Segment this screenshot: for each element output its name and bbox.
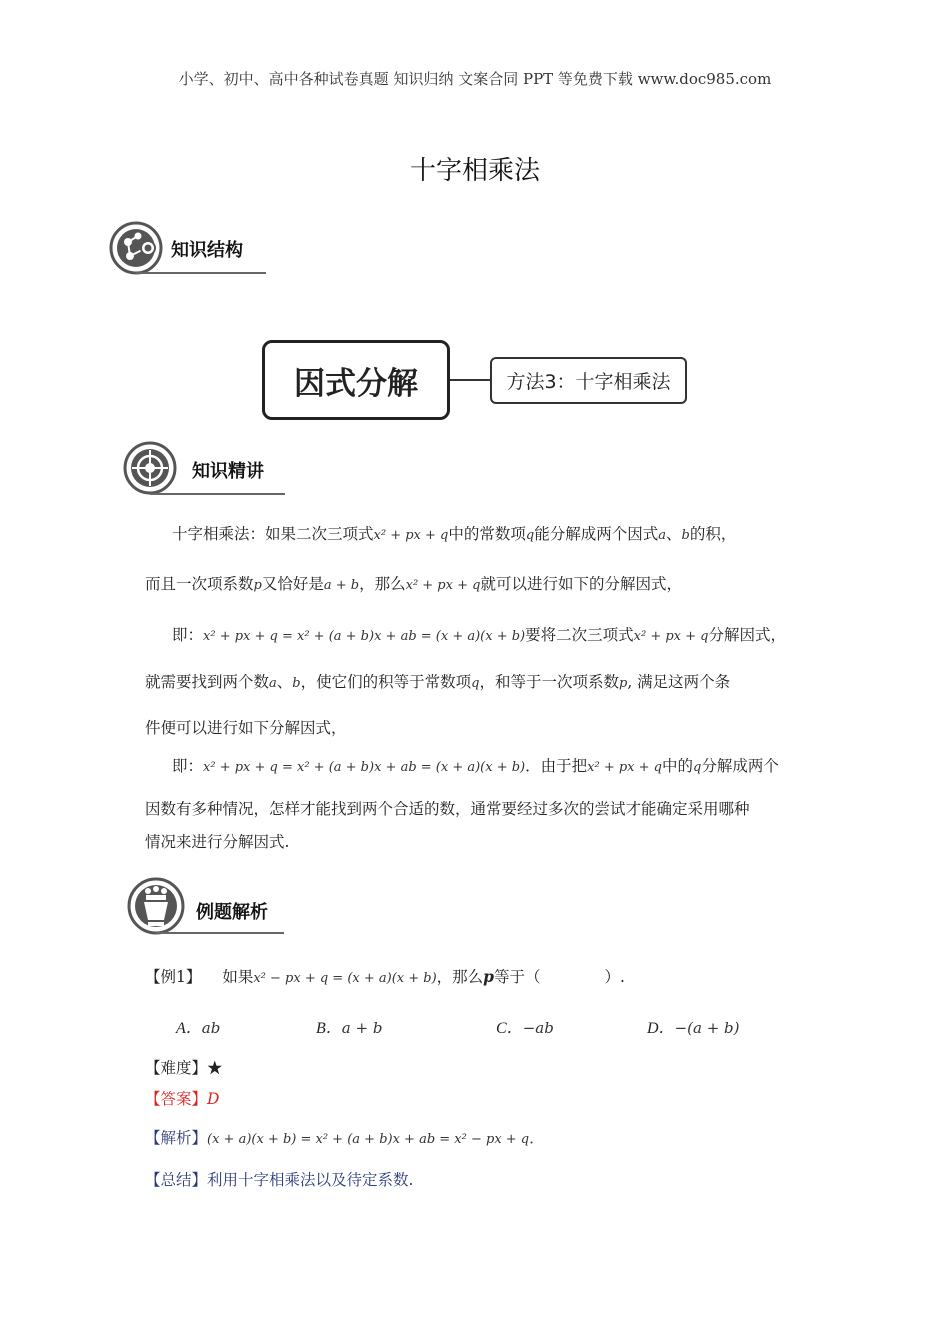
- formula: a + b: [323, 578, 360, 593]
- target-icon: [122, 440, 182, 496]
- answer-value: D: [207, 1090, 220, 1108]
- mindmap-main-node: 因式分解: [262, 340, 450, 420]
- section-underline: [156, 932, 284, 934]
- text: 又恰好是: [261, 575, 324, 593]
- section-lecture-label: 知识精讲: [192, 461, 264, 482]
- mindmap-branch-node: 方法3：十字相乘法: [490, 357, 687, 404]
- option-letter: B．: [316, 1020, 342, 1037]
- text: ，那么: [436, 968, 484, 986]
- formula: q: [525, 528, 535, 543]
- difficulty-label: 【难度】: [145, 1059, 208, 1077]
- text: 如果: [222, 968, 254, 986]
- section-underline: [136, 272, 266, 274]
- lecture-line-1: [172, 524, 736, 546]
- formula: x² + px + q: [405, 578, 481, 593]
- text: 、: [665, 525, 682, 543]
- summary-row: [145, 1170, 413, 1192]
- text: 就需要找到两个数: [145, 673, 270, 691]
- lecture-line-4: [145, 672, 730, 694]
- network-icon: [108, 220, 168, 276]
- text: ，那么: [359, 575, 406, 593]
- summary-text: 利用十字相乘法以及待定系数.: [207, 1171, 414, 1189]
- text: ，和等于一次项系数: [479, 673, 619, 691]
- option-letter: D．: [647, 1020, 675, 1037]
- analysis-formula: (x + a)(x + b) = x² + (a + b)x + ab = x² − px + q: [207, 1132, 530, 1147]
- text: 的积，: [689, 525, 737, 543]
- formula: q: [471, 676, 480, 691]
- mindmap-connector: [450, 379, 490, 381]
- lecture-line-6: [172, 756, 779, 778]
- option-value: −ab: [522, 1019, 554, 1037]
- formula: q: [693, 760, 702, 775]
- section-structure: [108, 220, 268, 276]
- lecture-line-3: [172, 625, 786, 647]
- example-label: 【例1】: [145, 968, 202, 986]
- text: 而且一次项系数: [145, 575, 254, 593]
- text: ，使它们的积等于常数项: [300, 673, 472, 691]
- text: 能分解成两个因式: [534, 525, 659, 543]
- difficulty-stars: ★: [207, 1059, 223, 1077]
- formula: x² − px + q = (x + a)(x + b): [253, 971, 437, 986]
- formula: x² + px + q = x² + (a + b)x + ab = (x + a)(x + b): [203, 629, 526, 644]
- formula: b: [681, 528, 690, 543]
- formula: x² + px + q = x² + (a + b)x + ab = (x + a)(x + b): [203, 760, 526, 775]
- text: 十字相乘法：如果二次三项式: [172, 525, 374, 543]
- section-examples: [126, 876, 286, 936]
- section-lecture: [122, 440, 282, 496]
- formula: x² + px + q: [633, 629, 709, 644]
- text: 分解成两个: [701, 757, 779, 775]
- text: , 满足这两个条: [627, 673, 731, 691]
- difficulty-row: [145, 1058, 223, 1080]
- section-examples-label: 例题解析: [196, 902, 268, 923]
- text: 、: [276, 673, 293, 691]
- option-letter: C．: [496, 1020, 523, 1037]
- text: 即：: [172, 626, 204, 644]
- formula: p: [618, 676, 628, 691]
- text: 中的: [662, 757, 694, 775]
- text: 中的常数项: [448, 525, 526, 543]
- option-letter: A．: [176, 1020, 202, 1037]
- formula: x² + px + q: [373, 528, 449, 543]
- text: 等于（: [494, 968, 541, 986]
- lecture-line-8: 情况来进行分解因式.: [145, 833, 290, 851]
- option-a[interactable]: [176, 1015, 220, 1038]
- lecture-line-5: 件便可以进行如下分解因式，: [145, 719, 347, 737]
- text: 要将二次三项式: [525, 626, 634, 644]
- formula: x² + px + q: [587, 760, 662, 775]
- option-b[interactable]: [316, 1015, 382, 1038]
- lecture-line-7: 因数有多种情况，怎样才能找到两个合适的数，通常要经过多次的尝试才能确定采用哪种: [145, 800, 750, 818]
- option-d[interactable]: [647, 1015, 739, 1038]
- section-underline: [150, 493, 285, 495]
- answer-row: [145, 1089, 219, 1111]
- page-title: 十字相乘法: [409, 156, 540, 186]
- option-c[interactable]: [496, 1015, 554, 1038]
- page-header: 小学、初中、高中各种试卷真题 知识归纳 文案合同 PPT 等免费下载 www.doc985.com: [178, 70, 772, 88]
- lecture-line-2: [145, 574, 682, 596]
- text: 分解因式，: [708, 626, 787, 644]
- text: ．由于把: [525, 757, 588, 775]
- option-value: −(a + b): [674, 1019, 740, 1037]
- answer-label: 【答案】: [145, 1090, 208, 1108]
- example-question: [145, 966, 625, 989]
- section-structure-label: 知识结构: [171, 240, 243, 261]
- text: ．: [529, 1129, 545, 1147]
- text: 就可以进行如下的分解因式，: [480, 575, 682, 593]
- text: 即：: [172, 757, 204, 775]
- text: ）.: [604, 968, 625, 986]
- analysis-label: 【解析】: [145, 1129, 208, 1147]
- formula: a: [269, 676, 277, 691]
- option-value: ab: [201, 1019, 221, 1037]
- chess-icon: [126, 876, 188, 936]
- formula: p: [483, 967, 495, 986]
- analysis-row: [145, 1128, 545, 1150]
- formula: a: [658, 528, 666, 543]
- option-value: a + b: [341, 1019, 383, 1037]
- formula: p: [253, 578, 262, 593]
- summary-label: 【总结】: [145, 1171, 208, 1189]
- formula: b: [292, 676, 301, 691]
